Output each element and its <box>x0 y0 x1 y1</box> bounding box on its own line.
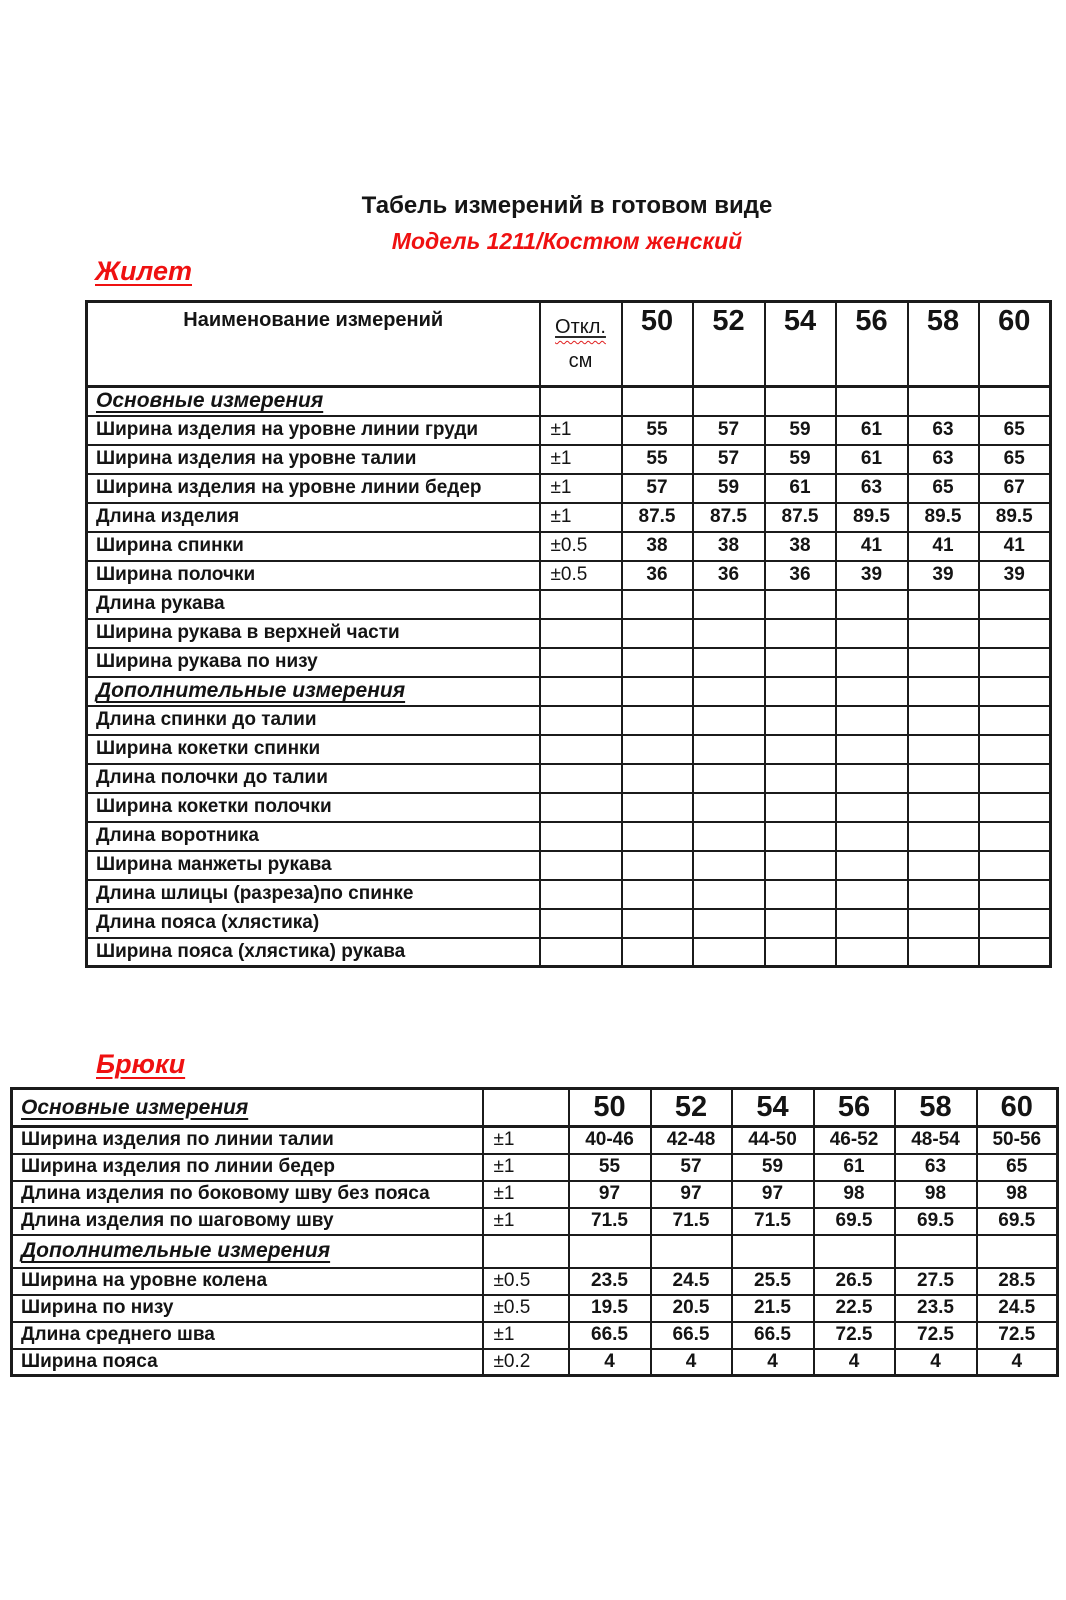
measurement-row <box>87 590 1051 619</box>
size-value: 36 <box>622 561 693 590</box>
size-value <box>908 822 979 851</box>
size-value <box>836 851 908 880</box>
size-value: 63 <box>908 416 979 445</box>
size-value <box>693 764 765 793</box>
size-value: 66.5 <box>569 1322 651 1349</box>
size-value: 61 <box>765 474 836 503</box>
size-value <box>765 387 836 416</box>
measurement-name: Длина пояса (хлястика) <box>87 909 540 938</box>
size-value: 61 <box>836 445 908 474</box>
measurement-row <box>12 1208 1058 1235</box>
size-value <box>908 735 979 764</box>
size-value <box>836 619 908 648</box>
size-value <box>622 764 693 793</box>
size-column-header: 60 <box>977 1089 1058 1127</box>
size-value: 23.5 <box>895 1295 977 1322</box>
size-value <box>765 909 836 938</box>
size-value: 66.5 <box>651 1322 732 1349</box>
size-value: 20.5 <box>651 1295 732 1322</box>
measurement-row <box>87 793 1051 822</box>
tolerance-unit: см <box>568 350 593 372</box>
size-value <box>836 677 908 706</box>
tolerance-value: ±1 <box>540 445 622 474</box>
size-column-header: 52 <box>651 1089 732 1127</box>
size-value <box>836 880 908 909</box>
size-value <box>979 677 1051 706</box>
size-value: 69.5 <box>895 1208 977 1235</box>
size-value: 98 <box>977 1181 1058 1208</box>
size-value: 4 <box>814 1349 895 1376</box>
size-value <box>908 706 979 735</box>
size-value: 26.5 <box>814 1268 895 1295</box>
size-value <box>765 648 836 677</box>
size-value <box>693 880 765 909</box>
size-value: 67 <box>979 474 1051 503</box>
size-value <box>836 764 908 793</box>
size-value <box>765 706 836 735</box>
tolerance-value: ±0.5 <box>483 1295 569 1322</box>
tolerance-value <box>540 648 622 677</box>
size-value <box>693 793 765 822</box>
size-value <box>979 735 1051 764</box>
size-value <box>622 735 693 764</box>
size-value: 50-56 <box>977 1127 1058 1154</box>
size-value: 87.5 <box>622 503 693 532</box>
measurement-name: Ширина изделия на уровне линии груди <box>87 416 540 445</box>
tolerance-value: ±0.5 <box>540 532 622 561</box>
section-row <box>12 1235 1058 1268</box>
size-value: 57 <box>693 445 765 474</box>
size-value: 22.5 <box>814 1295 895 1322</box>
measurement-row <box>87 503 1051 532</box>
size-value <box>622 822 693 851</box>
size-value <box>979 880 1051 909</box>
size-value <box>979 619 1051 648</box>
size-value: 59 <box>693 474 765 503</box>
section-title: Дополнительные измерения <box>87 677 540 706</box>
size-value <box>693 619 765 648</box>
size-value: 36 <box>693 561 765 590</box>
tolerance-value: ±1 <box>540 503 622 532</box>
size-column-header: 54 <box>765 302 836 387</box>
measurement-row <box>87 909 1051 938</box>
section-title: Основные измерения <box>87 387 540 416</box>
size-value: 25.5 <box>732 1268 814 1295</box>
size-value: 44-50 <box>732 1127 814 1154</box>
size-value <box>836 822 908 851</box>
measurement-name: Длина полочки до талии <box>87 764 540 793</box>
vest-table <box>85 300 1052 968</box>
size-value: 61 <box>836 416 908 445</box>
size-value: 36 <box>765 561 836 590</box>
tolerance-value <box>540 677 622 706</box>
size-value <box>622 851 693 880</box>
size-value <box>908 619 979 648</box>
size-value <box>908 764 979 793</box>
size-value <box>765 793 836 822</box>
size-column-header: 52 <box>693 302 765 387</box>
measurement-name: Ширина по низу <box>12 1295 483 1322</box>
measurement-name: Ширина спинки <box>87 532 540 561</box>
measurement-row <box>12 1268 1058 1295</box>
size-value <box>908 909 979 938</box>
size-value: 41 <box>979 532 1051 561</box>
tolerance-value <box>540 909 622 938</box>
size-value: 55 <box>622 416 693 445</box>
column-header-tolerance <box>540 302 622 387</box>
measurement-name: Ширина рукава по низу <box>87 648 540 677</box>
measurement-row <box>12 1295 1058 1322</box>
measurement-name: Длина изделия по шаговому шву <box>12 1208 483 1235</box>
measurement-row <box>12 1127 1058 1154</box>
measurement-row <box>87 561 1051 590</box>
size-value: 72.5 <box>895 1322 977 1349</box>
measurement-name: Длина шлицы (разреза)по спинке <box>87 880 540 909</box>
size-value: 63 <box>908 445 979 474</box>
size-value: 24.5 <box>651 1268 732 1295</box>
size-value: 97 <box>569 1181 651 1208</box>
size-value <box>622 619 693 648</box>
page-subtitle: Модель 1211/Костюм женский <box>391 228 743 254</box>
size-value <box>895 1235 977 1268</box>
tolerance-value <box>540 822 622 851</box>
size-value: 28.5 <box>977 1268 1058 1295</box>
size-value <box>622 590 693 619</box>
tolerance-value <box>540 619 622 648</box>
size-value <box>836 706 908 735</box>
size-value <box>977 1235 1058 1268</box>
size-value <box>979 822 1051 851</box>
measurement-row <box>87 706 1051 735</box>
size-value: 38 <box>622 532 693 561</box>
size-value: 19.5 <box>569 1295 651 1322</box>
size-column-header: 58 <box>908 302 979 387</box>
size-value <box>979 793 1051 822</box>
measurement-name: Длина изделия по боковому шву без пояса <box>12 1181 483 1208</box>
size-value <box>979 590 1051 619</box>
section-row <box>87 677 1051 706</box>
tolerance-value: ±0.2 <box>483 1349 569 1376</box>
size-value <box>693 648 765 677</box>
size-value: 40-46 <box>569 1127 651 1154</box>
measurement-name: Ширина на уровне колена <box>12 1268 483 1295</box>
size-value: 98 <box>814 1181 895 1208</box>
section-title: Основные измерения <box>12 1089 483 1127</box>
size-value <box>622 793 693 822</box>
tolerance-value: ±1 <box>540 474 622 503</box>
size-value: 97 <box>651 1181 732 1208</box>
size-value <box>836 909 908 938</box>
size-value <box>622 706 693 735</box>
measurement-row <box>87 764 1051 793</box>
tolerance-value <box>540 706 622 735</box>
measurement-row <box>87 851 1051 880</box>
size-value: 4 <box>651 1349 732 1376</box>
column-header-name: Наименование измерений <box>87 302 540 387</box>
size-value <box>651 1235 732 1268</box>
size-value <box>693 735 765 764</box>
tolerance-value: ±0.5 <box>483 1268 569 1295</box>
size-value: 63 <box>895 1154 977 1181</box>
size-column-header: 56 <box>836 302 908 387</box>
size-value: 48-54 <box>895 1127 977 1154</box>
size-value <box>979 851 1051 880</box>
section-title: Дополнительные измерения <box>12 1235 483 1268</box>
size-value: 65 <box>979 445 1051 474</box>
measurement-row <box>12 1322 1058 1349</box>
size-value <box>908 880 979 909</box>
measurement-row <box>87 735 1051 764</box>
size-value: 24.5 <box>977 1295 1058 1322</box>
size-value: 97 <box>732 1181 814 1208</box>
size-value <box>732 1235 814 1268</box>
measurement-name: Ширина рукава в верхней части <box>87 619 540 648</box>
size-value <box>622 648 693 677</box>
size-column-header: 50 <box>569 1089 651 1127</box>
size-value: 87.5 <box>765 503 836 532</box>
tolerance-value <box>540 938 622 967</box>
size-value <box>622 387 693 416</box>
section-row <box>87 387 1051 416</box>
size-value: 87.5 <box>693 503 765 532</box>
tolerance-value: ±1 <box>483 1208 569 1235</box>
size-value: 4 <box>895 1349 977 1376</box>
measurement-name: Ширина кокетки полочки <box>87 793 540 822</box>
measurement-row <box>87 619 1051 648</box>
measurement-name: Длина спинки до талии <box>87 706 540 735</box>
size-value <box>814 1235 895 1268</box>
size-value: 65 <box>979 416 1051 445</box>
vest-section-label: Жилет <box>95 256 192 286</box>
size-value <box>569 1235 651 1268</box>
size-value <box>908 938 979 967</box>
size-value: 4 <box>569 1349 651 1376</box>
tolerance-value <box>483 1235 569 1268</box>
size-value: 65 <box>977 1154 1058 1181</box>
size-value <box>908 590 979 619</box>
size-column-header: 60 <box>979 302 1051 387</box>
size-value: 71.5 <box>569 1208 651 1235</box>
size-value: 65 <box>908 474 979 503</box>
size-value <box>693 851 765 880</box>
tolerance-value <box>540 387 622 416</box>
measurement-name: Длина рукава <box>87 590 540 619</box>
size-value: 41 <box>908 532 979 561</box>
measurement-name: Длина среднего шва <box>12 1322 483 1349</box>
trousers-section-label: Брюки <box>96 1049 186 1079</box>
tolerance-value: ±1 <box>483 1181 569 1208</box>
size-value: 59 <box>732 1154 814 1181</box>
tolerance-value <box>540 764 622 793</box>
size-value <box>765 822 836 851</box>
size-value <box>836 793 908 822</box>
size-column-header: 58 <box>895 1089 977 1127</box>
size-value: 38 <box>693 532 765 561</box>
measurement-row <box>87 822 1051 851</box>
size-value <box>622 909 693 938</box>
measurement-row <box>87 474 1051 503</box>
size-value: 89.5 <box>908 503 979 532</box>
measurement-name: Ширина кокетки спинки <box>87 735 540 764</box>
size-value: 89.5 <box>836 503 908 532</box>
size-value <box>908 793 979 822</box>
size-value <box>836 387 908 416</box>
size-value <box>979 706 1051 735</box>
size-value <box>836 938 908 967</box>
tolerance-abbrev: Откл. <box>555 316 606 338</box>
size-value <box>693 590 765 619</box>
vest-header-row <box>87 302 1051 387</box>
tolerance-value <box>540 590 622 619</box>
tolerance-value: ±0.5 <box>540 561 622 590</box>
size-value <box>979 938 1051 967</box>
measurement-name: Ширина пояса <box>12 1349 483 1376</box>
measurement-name: Ширина изделия по линии бедер <box>12 1154 483 1181</box>
size-value <box>979 764 1051 793</box>
size-value <box>908 851 979 880</box>
size-value: 21.5 <box>732 1295 814 1322</box>
size-value <box>693 909 765 938</box>
size-value <box>836 735 908 764</box>
size-value: 23.5 <box>569 1268 651 1295</box>
size-value: 71.5 <box>651 1208 732 1235</box>
size-value <box>979 909 1051 938</box>
size-value: 69.5 <box>814 1208 895 1235</box>
size-value: 72.5 <box>977 1322 1058 1349</box>
size-value <box>693 706 765 735</box>
size-value: 39 <box>979 561 1051 590</box>
tolerance-value <box>540 735 622 764</box>
measurement-row <box>12 1154 1058 1181</box>
size-value: 46-52 <box>814 1127 895 1154</box>
measurement-row <box>87 416 1051 445</box>
size-value <box>622 880 693 909</box>
size-value <box>908 648 979 677</box>
size-value: 72.5 <box>814 1322 895 1349</box>
measurement-row <box>87 532 1051 561</box>
size-value <box>836 590 908 619</box>
measurement-name: Длина воротника <box>87 822 540 851</box>
size-value <box>765 851 836 880</box>
size-value <box>765 677 836 706</box>
size-value: 59 <box>765 445 836 474</box>
size-value: 27.5 <box>895 1268 977 1295</box>
page-title: Табель измерений в готовом виде <box>361 192 773 219</box>
size-value: 38 <box>765 532 836 561</box>
size-value <box>979 648 1051 677</box>
measurement-name: Длина изделия <box>87 503 540 532</box>
size-value: 55 <box>622 445 693 474</box>
size-value: 41 <box>836 532 908 561</box>
size-column-header: 56 <box>814 1089 895 1127</box>
size-column-header: 50 <box>622 302 693 387</box>
size-value <box>765 735 836 764</box>
size-value <box>836 648 908 677</box>
size-value: 71.5 <box>732 1208 814 1235</box>
size-value <box>765 880 836 909</box>
measurement-row <box>87 938 1051 967</box>
size-value <box>908 387 979 416</box>
size-value <box>693 938 765 967</box>
size-value: 55 <box>569 1154 651 1181</box>
measurement-name: Ширина манжеты рукава <box>87 851 540 880</box>
size-value <box>622 677 693 706</box>
tolerance-value: ±1 <box>483 1127 569 1154</box>
tolerance-value: ±1 <box>483 1322 569 1349</box>
size-value <box>693 387 765 416</box>
size-value: 57 <box>651 1154 732 1181</box>
size-value: 42-48 <box>651 1127 732 1154</box>
size-value <box>765 619 836 648</box>
tolerance-value: ±1 <box>540 416 622 445</box>
size-value <box>765 938 836 967</box>
size-value <box>979 387 1051 416</box>
size-value: 39 <box>908 561 979 590</box>
measurement-name: Ширина изделия по линии талии <box>12 1127 483 1154</box>
measurement-name: Ширина полочки <box>87 561 540 590</box>
size-value <box>622 938 693 967</box>
size-value: 39 <box>836 561 908 590</box>
size-value: 61 <box>814 1154 895 1181</box>
measurement-row <box>87 445 1051 474</box>
size-value <box>765 590 836 619</box>
size-value: 66.5 <box>732 1322 814 1349</box>
tolerance-value <box>540 880 622 909</box>
size-value: 63 <box>836 474 908 503</box>
trousers-header-row <box>12 1089 1058 1127</box>
measurement-row <box>87 880 1051 909</box>
size-value <box>693 677 765 706</box>
size-value: 4 <box>977 1349 1058 1376</box>
size-value: 59 <box>765 416 836 445</box>
size-value: 4 <box>732 1349 814 1376</box>
tolerance-value: ±1 <box>483 1154 569 1181</box>
tolerance-value <box>540 793 622 822</box>
size-value: 89.5 <box>979 503 1051 532</box>
measurement-row <box>87 648 1051 677</box>
measurement-row <box>12 1349 1058 1376</box>
size-value: 57 <box>622 474 693 503</box>
size-column-header: 54 <box>732 1089 814 1127</box>
measurement-name: Ширина пояса (хлястика) рукава <box>87 938 540 967</box>
measurement-name: Ширина изделия на уровне талии <box>87 445 540 474</box>
tolerance-header-empty <box>483 1089 569 1127</box>
tolerance-value <box>540 851 622 880</box>
size-value: 57 <box>693 416 765 445</box>
trousers-table <box>10 1087 1059 1377</box>
measurement-name: Ширина изделия на уровне линии бедер <box>87 474 540 503</box>
size-value <box>765 764 836 793</box>
size-value: 69.5 <box>977 1208 1058 1235</box>
size-value: 98 <box>895 1181 977 1208</box>
measurement-row <box>12 1181 1058 1208</box>
size-value <box>908 677 979 706</box>
size-value <box>693 822 765 851</box>
